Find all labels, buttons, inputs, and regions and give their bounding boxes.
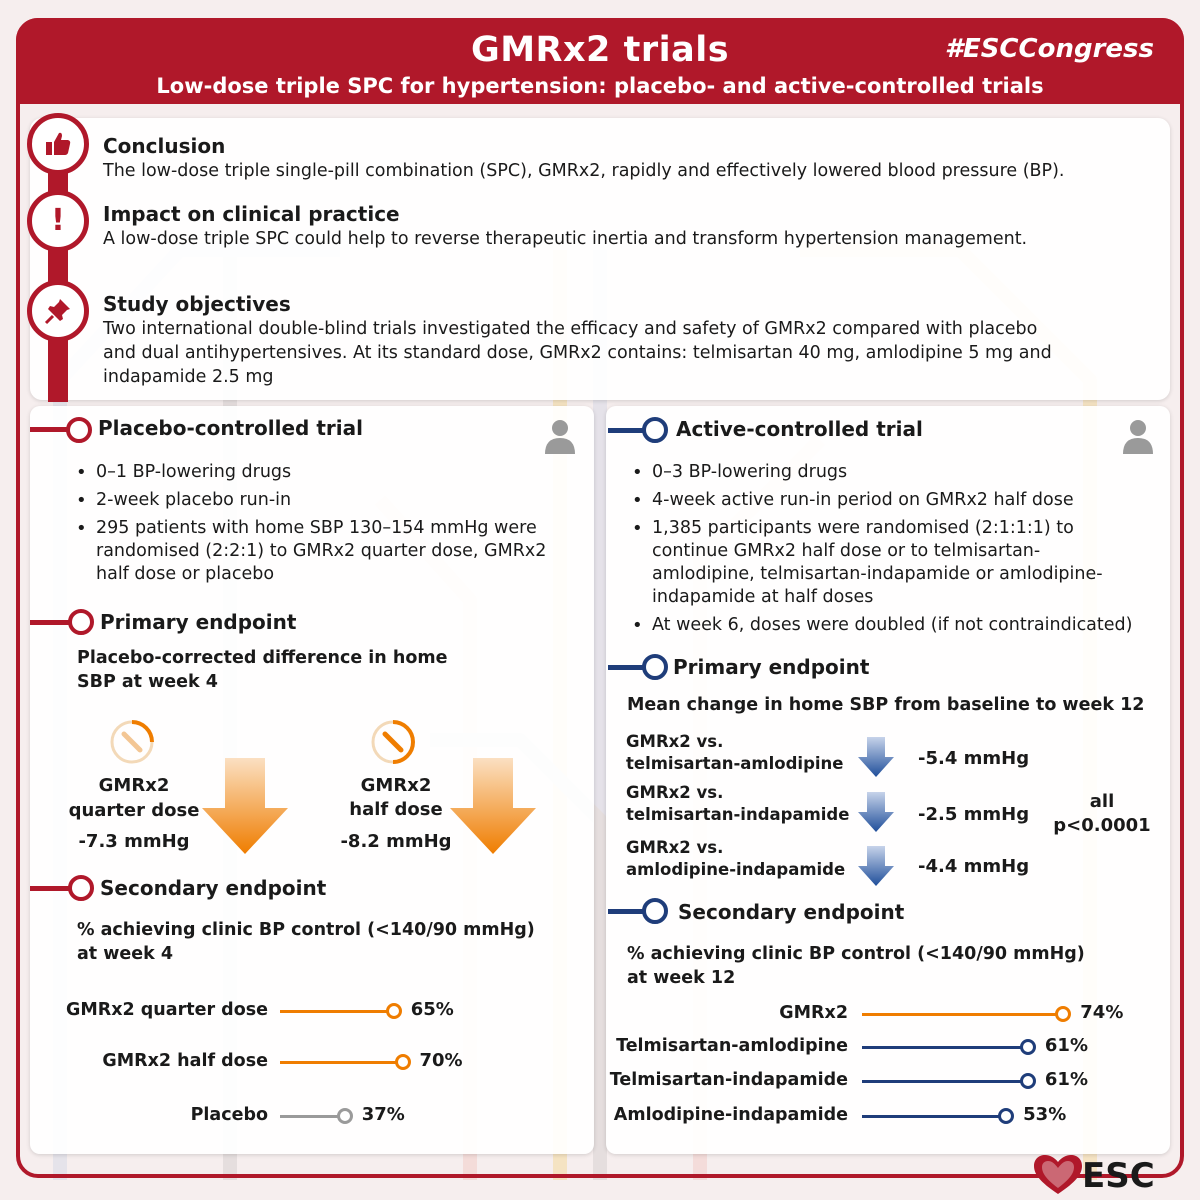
placebo-primary-node [68, 609, 94, 635]
comparison-label-line1: GMRx2 vs. [626, 732, 724, 751]
active-bullet: • 0–3 BP-lowering drugs [630, 461, 1140, 484]
quarter-dose-value: -7.3 mmHg [78, 831, 190, 852]
down-arrow-icon [857, 792, 895, 832]
down-arrow-icon [200, 758, 290, 854]
active-title-node [642, 417, 668, 443]
placebo-primary-desc-line2: SBP at week 4 [77, 672, 218, 692]
down-arrow-icon [857, 846, 895, 886]
placebo-bullet: • 2-week placebo run-in [74, 489, 564, 512]
bar-value: 70% [419, 1050, 463, 1071]
page-title: GMRx2 trials [470, 30, 730, 70]
conclusion-title: Conclusion [103, 134, 226, 158]
bar-value: 53% [1023, 1104, 1067, 1125]
placebo-title-connector [30, 427, 70, 432]
bar-endpoint-dot [395, 1054, 411, 1070]
half-dose-label-line1: GMRx2 [360, 775, 432, 796]
comparison-label-line2: amlodipine-indapamide [626, 860, 846, 879]
placebo-bullet-list [74, 461, 564, 591]
quarter-pill-icon [108, 718, 156, 766]
placebo-primary-title: Primary endpoint [100, 610, 297, 634]
bar-label: Placebo [190, 1105, 268, 1125]
bar-line [280, 1010, 394, 1013]
active-secondary-desc-line2: at week 12 [627, 968, 736, 988]
bar-label: GMRx2 quarter dose [65, 1000, 268, 1020]
bar-endpoint-dot [1020, 1073, 1036, 1089]
half-pill-icon [369, 718, 417, 766]
quarter-dose-label-line1: GMRx2 [98, 775, 170, 796]
placebo-trial-title: Placebo-controlled trial [98, 416, 363, 440]
conclusion-text: The low-dose triple single-pill combination (SPC), GMRx2, rapidly and effectively lowered blood pressure (BP). [103, 161, 1065, 181]
down-arrow-icon [448, 758, 538, 854]
placebo-bullet: • 295 patients with home SBP 130–154 mmHg were randomised (2:2:1) to GMRx2 quarter dose, GMRx2 half dose or placebo [74, 517, 564, 586]
comparison-value: -4.4 mmHg [918, 856, 1030, 877]
person-icon [1121, 418, 1155, 454]
active-bullet-list [630, 461, 1140, 642]
active-primary-desc: Mean change in home SBP from baseline to week 12 [627, 695, 1145, 715]
placebo-secondary-title: Secondary endpoint [100, 876, 327, 900]
exclamation-icon: ! [27, 190, 89, 252]
bar-value: 61% [1044, 1069, 1088, 1090]
significance-line2: p<0.0001 [1053, 815, 1151, 836]
bar-label: GMRx2 [779, 1003, 848, 1023]
objectives-text-line3: indapamide 2.5 mg [103, 367, 274, 387]
comparison-label-line1: GMRx2 vs. [626, 838, 724, 857]
bar-line [280, 1061, 403, 1064]
bar-endpoint-dot [386, 1003, 402, 1019]
placebo-bullet: • 0–1 BP-lowering drugs [74, 461, 564, 484]
objectives-text-line2: and dual antihypertensives. At its standard dose, GMRx2 contains: telmisartan 40 mg, amlodipine 5 mg and [103, 343, 1052, 363]
active-bullet: • At week 6, doses were doubled (if not contraindicated) [630, 614, 1140, 637]
half-dose-label-line2: half dose [349, 799, 443, 820]
bar-value: 65% [410, 999, 454, 1020]
bar-value: 37% [361, 1104, 405, 1125]
comparison-value: -5.4 mmHg [918, 748, 1030, 769]
comparison-value: -2.5 mmHg [918, 804, 1030, 825]
half-dose-value: -8.2 mmHg [340, 831, 452, 852]
active-bullet: • 4-week active run-in period on GMRx2 half dose [630, 489, 1140, 512]
active-trial-title: Active-controlled trial [676, 417, 923, 441]
active-secondary-title: Secondary endpoint [678, 900, 905, 924]
thumbs-up-icon [27, 113, 89, 175]
comparison-label-line2: telmisartan-amlodipine [626, 754, 844, 773]
placebo-secondary-desc-line2: at week 4 [77, 944, 174, 964]
comparison-label-line1: GMRx2 vs. [626, 783, 724, 802]
pushpin-icon [27, 280, 89, 342]
active-secondary-desc-line1: % achieving clinic BP control (<140/90 mmHg) [627, 944, 1085, 964]
placebo-primary-connector [30, 620, 72, 625]
header-bar [16, 18, 1184, 104]
active-bullet: • 1,385 participants were randomised (2:1:1:1) to continue GMRx2 half dose or to telmisartan-amlodipine, telmisartan-indapamide or amlodipine-indapamide at half doses [630, 517, 1140, 609]
bar-line [862, 1013, 1063, 1016]
quarter-dose-label-line2: quarter dose [68, 800, 200, 821]
bar-line [862, 1046, 1028, 1049]
objectives-text-line1: Two international double-blind trials investigated the efficacy and safety of GMRx2 compared with placebo [103, 319, 1038, 339]
congress-hashtag: #ESCCongress [944, 34, 1154, 64]
bar-label: Telmisartan-amlodipine [616, 1036, 848, 1056]
bar-value: 74% [1080, 1002, 1124, 1023]
comparison-label-line2: telmisartan-indapamide [626, 805, 850, 824]
bar-value: 61% [1044, 1035, 1088, 1056]
active-primary-title: Primary endpoint [673, 655, 870, 679]
bar-endpoint-dot [1020, 1039, 1036, 1055]
placebo-title-node [66, 417, 92, 443]
active-primary-node [642, 654, 668, 680]
active-secondary-node [642, 898, 668, 924]
bar-label: Amlodipine-indapamide [613, 1105, 848, 1125]
placebo-secondary-desc-line1: % achieving clinic BP control (<140/90 mmHg) [77, 920, 535, 940]
bar-label: Telmisartan-indapamide [609, 1070, 848, 1090]
bar-line [862, 1115, 1006, 1118]
impact-title: Impact on clinical practice [103, 202, 400, 226]
esc-logo-text: ESC [1082, 1156, 1155, 1196]
page-subtitle: Low-dose triple SPC for hypertension: placebo- and active-controlled trials [156, 74, 1044, 98]
bar-line [280, 1115, 345, 1118]
placebo-primary-desc-line1: Placebo-corrected difference in home [77, 648, 448, 668]
bar-endpoint-dot [337, 1108, 353, 1124]
objectives-title: Study objectives [103, 292, 291, 316]
significance-line1: all [1089, 791, 1115, 812]
placebo-secondary-node [68, 875, 94, 901]
down-arrow-icon [857, 737, 895, 777]
person-icon [543, 418, 577, 454]
impact-text: A low-dose triple SPC could help to reverse therapeutic inertia and transform hypertension management. [103, 229, 1028, 249]
bar-label: GMRx2 half dose [102, 1051, 268, 1071]
bar-line [862, 1080, 1028, 1083]
placebo-secondary-connector [30, 886, 72, 891]
